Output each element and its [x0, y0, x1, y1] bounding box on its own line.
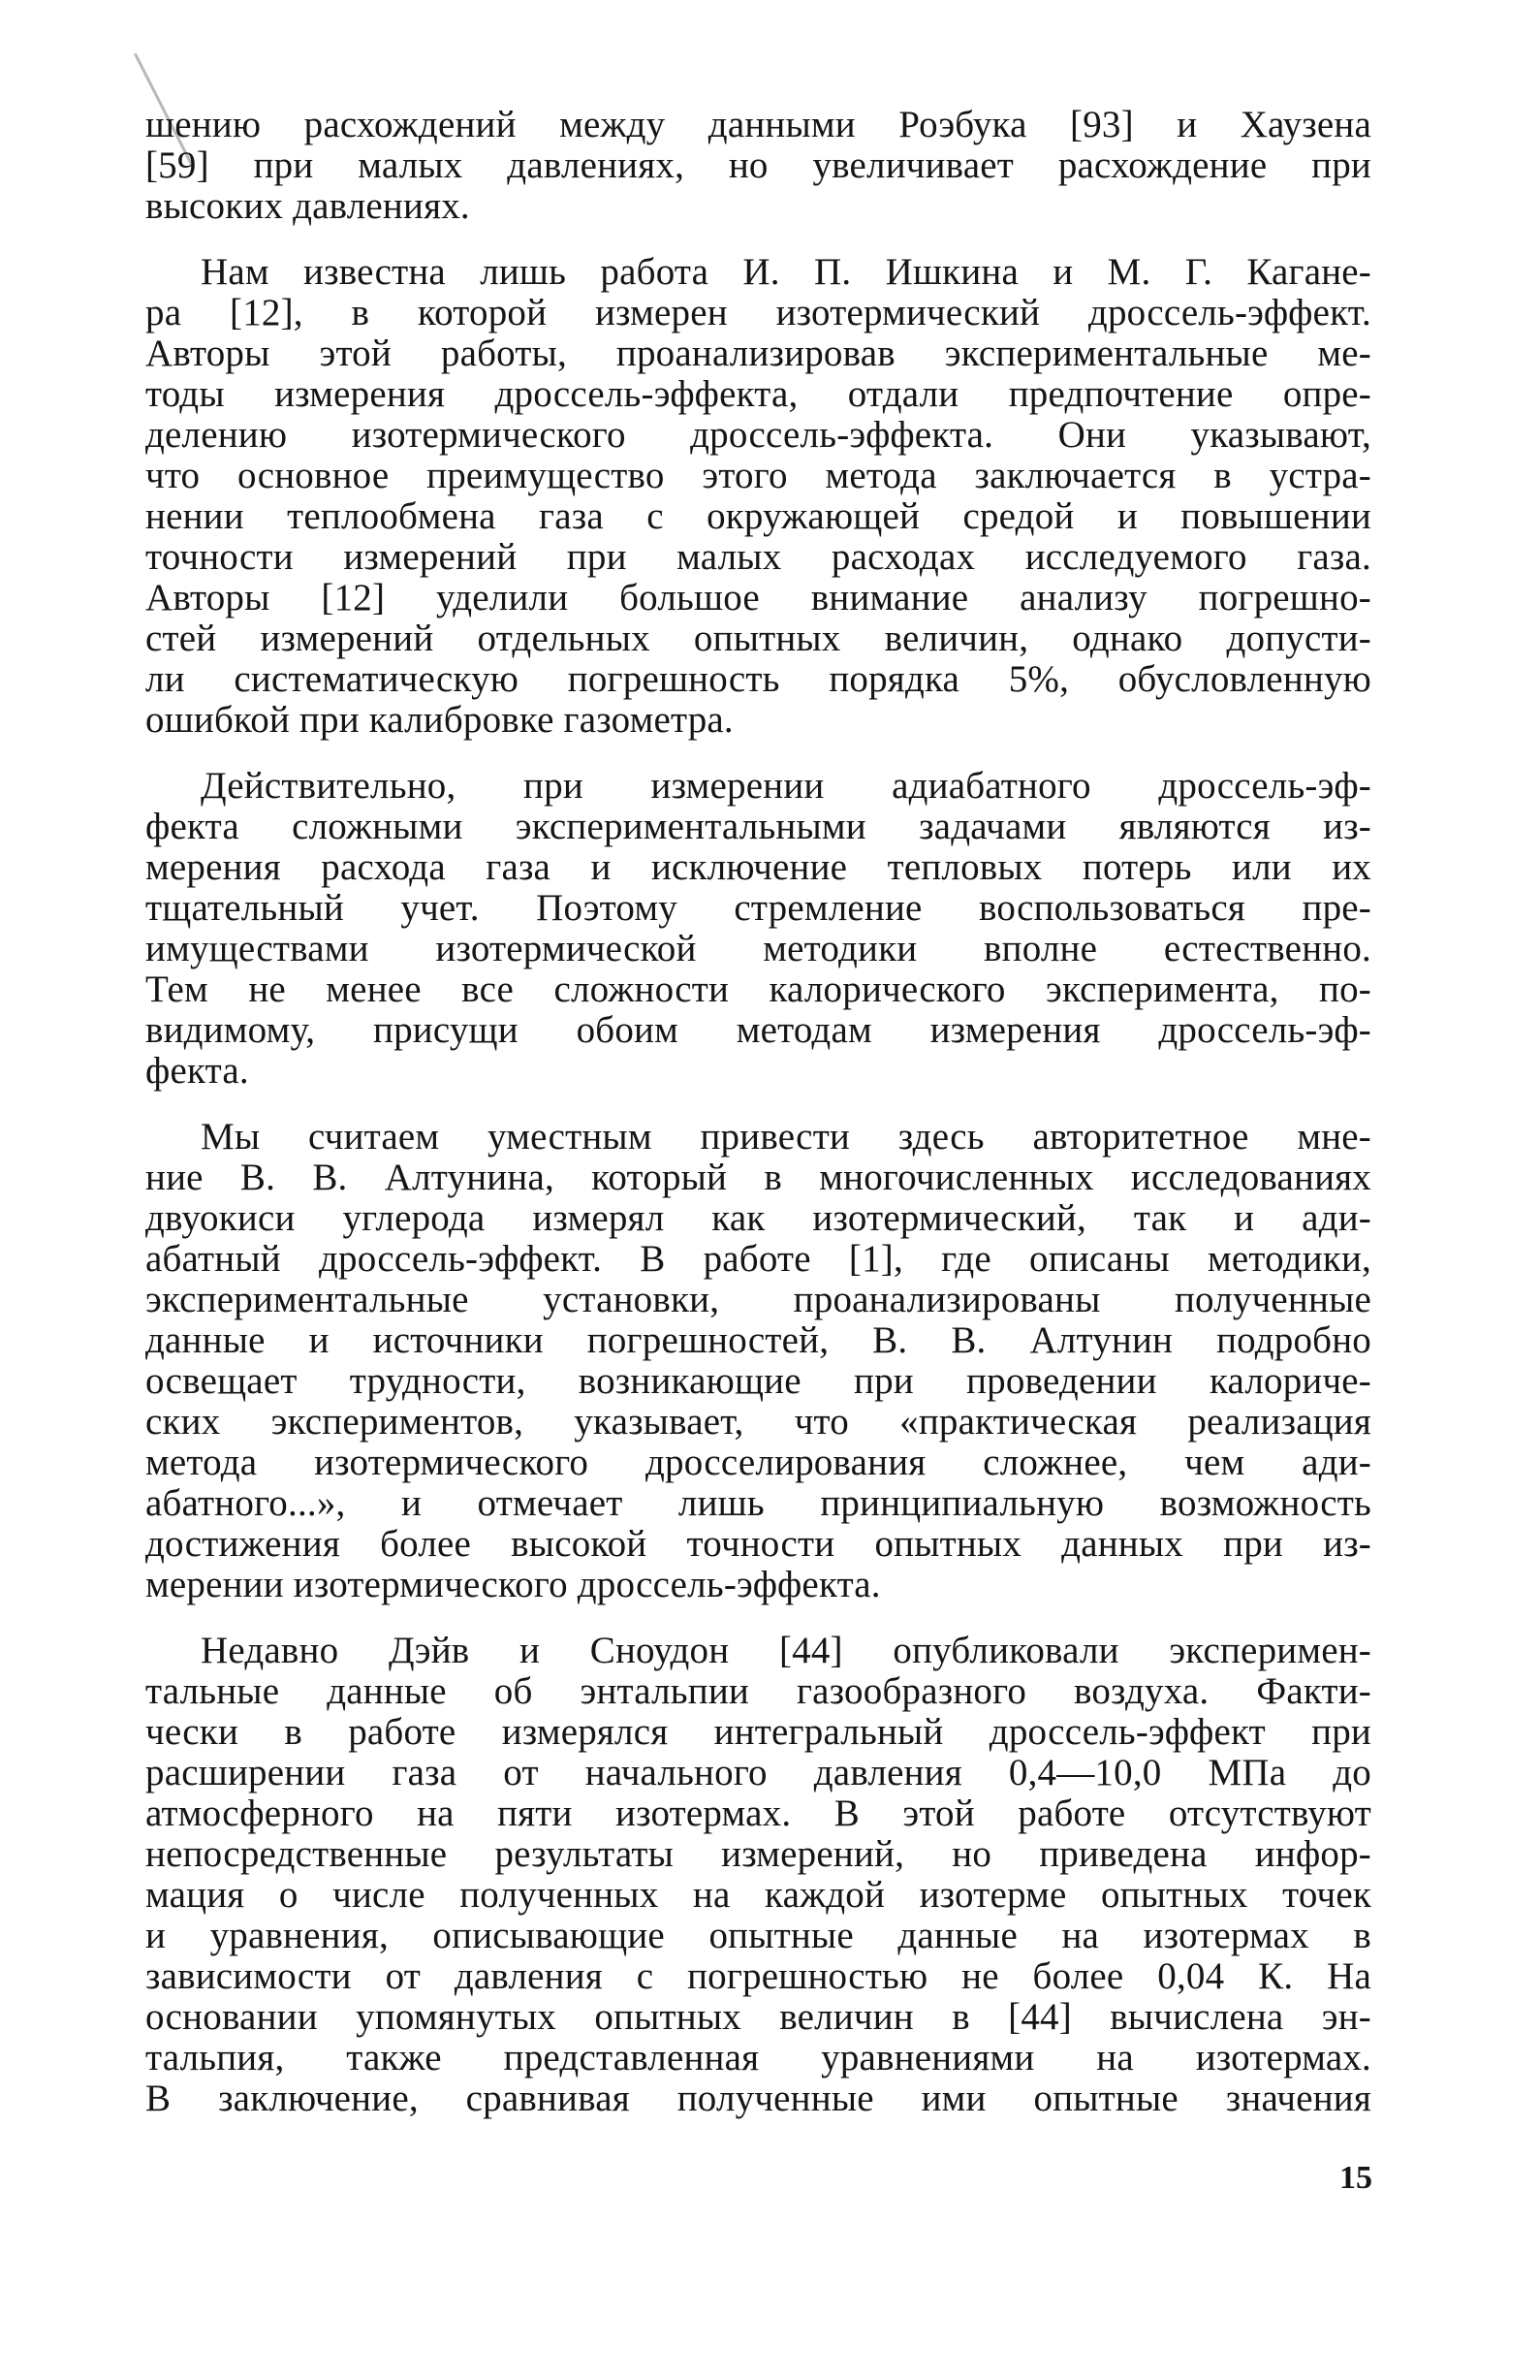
text-line: фекта сложными экспериментальными задачами являются из- [145, 807, 1371, 847]
text-line: метода изотермического дросселирования сложнее, чем ади- [145, 1443, 1371, 1483]
text-line: Мы считаем уместным привести здесь авторитетное мне- [201, 1117, 1371, 1158]
text-line: данные и источники погрешностей, В. В. Алтунин подробно [145, 1320, 1371, 1361]
text-line: Тем не менее все сложности калорического эксперимента, по- [145, 969, 1371, 1010]
text-line: тщательный учет. Поэтому стремление воспользоваться пре- [145, 888, 1371, 929]
text-line: Недавно Дэйв и Сноудон [44] опубликовали эксперимен- [201, 1631, 1371, 1671]
text-line: расширении газа от начального давления 0,4—10,0 МПа до [145, 1753, 1371, 1793]
paragraph-3 [145, 766, 1371, 1092]
text-line: видимому, присущи обоим методам измерения дроссель-эф- [145, 1010, 1371, 1051]
text-line: зависимости от давления с погрешностью не более 0,04 К. На [145, 1956, 1371, 1997]
text-line: [59] при малых давлениях, но увеличивает расхождение при [145, 145, 1371, 186]
text-line: мация о числе полученных на каждой изотерме опытных точек [145, 1875, 1371, 1916]
text-line: непосредственные результаты измерений, но приведена инфор- [145, 1834, 1371, 1875]
text-line: Авторы этой работы, проанализировав экспериментальные ме- [145, 333, 1371, 374]
text-line: Нам известна лишь работа И. П. Ишкина и М. Г. Кагане- [201, 252, 1371, 293]
text-line: тальпия, также представленная уравнениями на изотермах. [145, 2038, 1371, 2079]
text-line: освещает трудности, возникающие при проведении калориче- [145, 1361, 1371, 1402]
paragraph-2 [145, 252, 1371, 741]
page-body [145, 105, 1371, 2144]
text-line: чески в работе измерялся интегральный дроссель-эффект при [145, 1712, 1371, 1753]
text-line: фекта. [145, 1051, 249, 1092]
text-line: ние В. В. Алтунина, который в многочисленных исследованиях [145, 1158, 1371, 1198]
text-line: двуокиси углерода измерял как изотермический, так и ади- [145, 1198, 1371, 1239]
text-line: В заключение, сравнивая полученные ими опытные значения [145, 2079, 1371, 2119]
text-line: стей измерений отдельных опытных величин, однако допусти- [145, 619, 1371, 659]
paragraph-5 [145, 1631, 1371, 2119]
text-line: ских экспериментов, указывает, что «практическая реализация [145, 1402, 1371, 1443]
text-line: что основное преимущество этого метода заключается в устра- [145, 456, 1371, 496]
text-line: имуществами изотермической методики вполне естественно. [145, 929, 1371, 969]
text-line: точности измерений при малых расходах исследуемого газа. [145, 537, 1371, 578]
text-line: делению изотермического дроссель-эффекта. Они указывают, [145, 415, 1371, 456]
text-line: тальные данные об энтальпии газообразного воздуха. Факти- [145, 1671, 1371, 1712]
text-line: основании упомянутых опытных величин в [44] вычислена эн- [145, 1997, 1371, 2038]
text-line: тоды измерения дроссель-эффекта, отдали предпочтение опре- [145, 374, 1371, 415]
text-line: достижения более высокой точности опытных данных при из- [145, 1524, 1371, 1565]
text-line: мерения расхода газа и исключение тепловых потерь или их [145, 847, 1371, 888]
text-line: ли систематическую погрешность порядка 5%, обусловленную [145, 659, 1371, 700]
paragraph-1 [145, 105, 1371, 227]
text-line: Авторы [12] уделили большое внимание анализу погрешно- [145, 578, 1371, 619]
text-line: ра [12], в которой измерен изотермический дроссель-эффект. [145, 293, 1371, 333]
text-line: абатного...», и отмечает лишь принципиальную возможность [145, 1483, 1371, 1524]
page-number: 15 [1339, 2160, 1372, 2196]
text-line: ошибкой при калибровке газометра. [145, 700, 734, 741]
text-line: нении теплообмена газа с окружающей средой и повышении [145, 496, 1371, 537]
text-line: Действительно, при измерении адиабатного дроссель-эф- [201, 766, 1371, 807]
text-line: абатный дроссель-эффект. В работе [1], где описаны методики, [145, 1239, 1371, 1280]
text-line: атмосферного на пяти изотермах. В этой работе отсутствуют [145, 1793, 1371, 1834]
paragraph-4 [145, 1117, 1371, 1605]
text-line: шению расхождений между данными Роэбука [93] и Хаузена [145, 105, 1371, 145]
text-line: мерении изотермического дроссель-эффекта. [145, 1565, 881, 1605]
text-line: высоких давлениях. [145, 186, 470, 227]
text-line: экспериментальные установки, проанализированы полученные [145, 1280, 1371, 1320]
text-line: и уравнения, описывающие опытные данные на изотермах в [145, 1916, 1371, 1956]
